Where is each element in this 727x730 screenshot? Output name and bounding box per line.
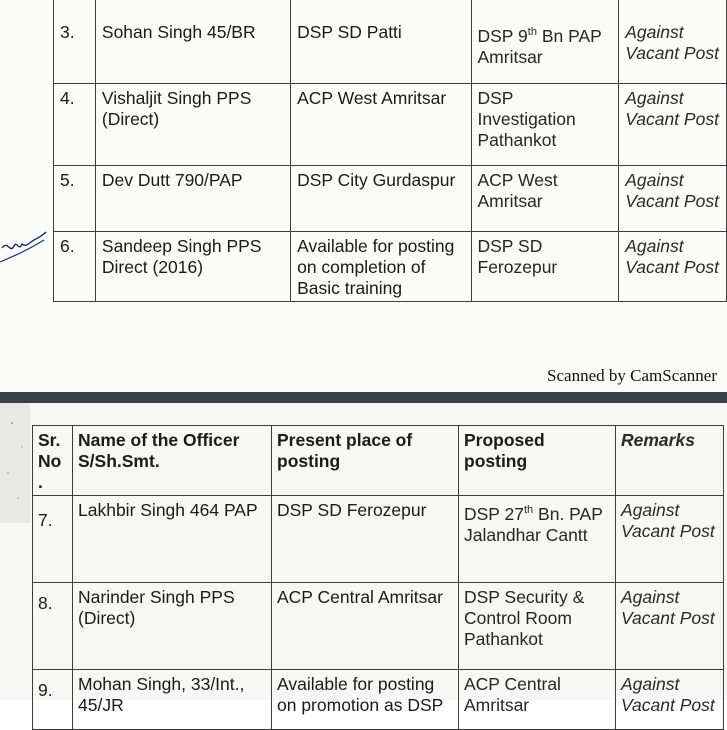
- posting-table: [32, 425, 724, 730]
- officer-name-cell: Mohan Singh, 33/Int., 45/JR: [73, 670, 272, 730]
- col-header-name: Name of the Officer S/Sh.Smt.: [73, 426, 272, 496]
- present-posting-cell: DSP SD Patti: [291, 0, 471, 84]
- remarks-cell: Against Vacant Post: [619, 84, 727, 166]
- table-header-row: [33, 426, 724, 496]
- officer-name-cell: Lakhbir Singh 464 PAP: [73, 496, 272, 583]
- remarks-cell: Against Vacant Post: [619, 166, 727, 232]
- sr-cell: 8.: [33, 583, 73, 670]
- proposed-posting-cell: DSP 27th Bn. PAP Jalandhar Cantt: [459, 496, 616, 583]
- present-posting-cell: DSP City Gurdaspur: [291, 166, 471, 232]
- proposed-posting-cell: DSP SD Ferozepur: [471, 232, 619, 302]
- sr-cell: 5.: [54, 166, 96, 232]
- present-posting-cell: DSP SD Ferozepur: [272, 496, 459, 583]
- remarks-cell: Against Vacant Post: [616, 583, 724, 670]
- table-row: [54, 0, 727, 84]
- sr-cell: 9.: [33, 670, 73, 730]
- proposed-posting-cell: DSP 9th Bn PAP Amritsar: [471, 0, 619, 84]
- proposed-posting-cell: DSP Security & Control Room Pathankot: [459, 583, 616, 670]
- col-header-sr: Sr. No .: [33, 426, 73, 496]
- handwritten-signature: [0, 218, 48, 268]
- table-row: [54, 84, 727, 166]
- present-posting-cell: ACP Central Amritsar: [272, 583, 459, 670]
- officer-name-cell: Dev Dutt 790/PAP: [95, 166, 290, 232]
- col-header-proposed: Proposed posting: [459, 426, 616, 496]
- officer-name-cell: Sandeep Singh PPS Direct (2016): [95, 232, 290, 302]
- scanned-page-2: [0, 403, 727, 715]
- camscanner-watermark: Scanned by CamScanner: [547, 366, 717, 385]
- proposed-posting-cell: ACP West Amritsar: [471, 166, 619, 232]
- proposed-posting-cell: DSP Investigation Pathankot: [471, 84, 619, 166]
- sr-cell: 4.: [54, 84, 96, 166]
- sr-cell: 6.: [54, 232, 96, 302]
- table-row: [33, 583, 724, 670]
- officer-name-cell: Narinder Singh PPS (Direct): [73, 583, 272, 670]
- table-row: [33, 496, 724, 583]
- officer-name-cell: Sohan Singh 45/BR: [95, 0, 290, 84]
- remarks-cell: Against Vacant Post: [619, 232, 727, 302]
- remarks-cell: Against Vacant Post: [616, 670, 724, 730]
- col-header-remarks: Remarks: [616, 426, 724, 496]
- present-posting-cell: ACP West Amritsar: [291, 84, 471, 166]
- table-row: [54, 232, 727, 302]
- present-posting-cell: Available for posting on completion of Basic training: [291, 232, 471, 302]
- sr-cell: 7.: [33, 496, 73, 583]
- table-row: [33, 670, 724, 730]
- sr-cell: 3.: [54, 0, 96, 84]
- present-posting-cell: Available for posting on promotion as DSP: [272, 670, 459, 730]
- remarks-cell: Against Vacant Post: [616, 496, 724, 583]
- remarks-cell: Against Vacant Post: [619, 0, 727, 84]
- col-header-present: Present place of posting: [272, 426, 459, 496]
- posting-table-continued: [53, 0, 727, 302]
- page-separator: [0, 392, 727, 403]
- officer-name-cell: Vishaljit Singh PPS (Direct): [95, 84, 290, 166]
- proposed-posting-cell: ACP Central Amritsar: [459, 670, 616, 730]
- table-row: [54, 166, 727, 232]
